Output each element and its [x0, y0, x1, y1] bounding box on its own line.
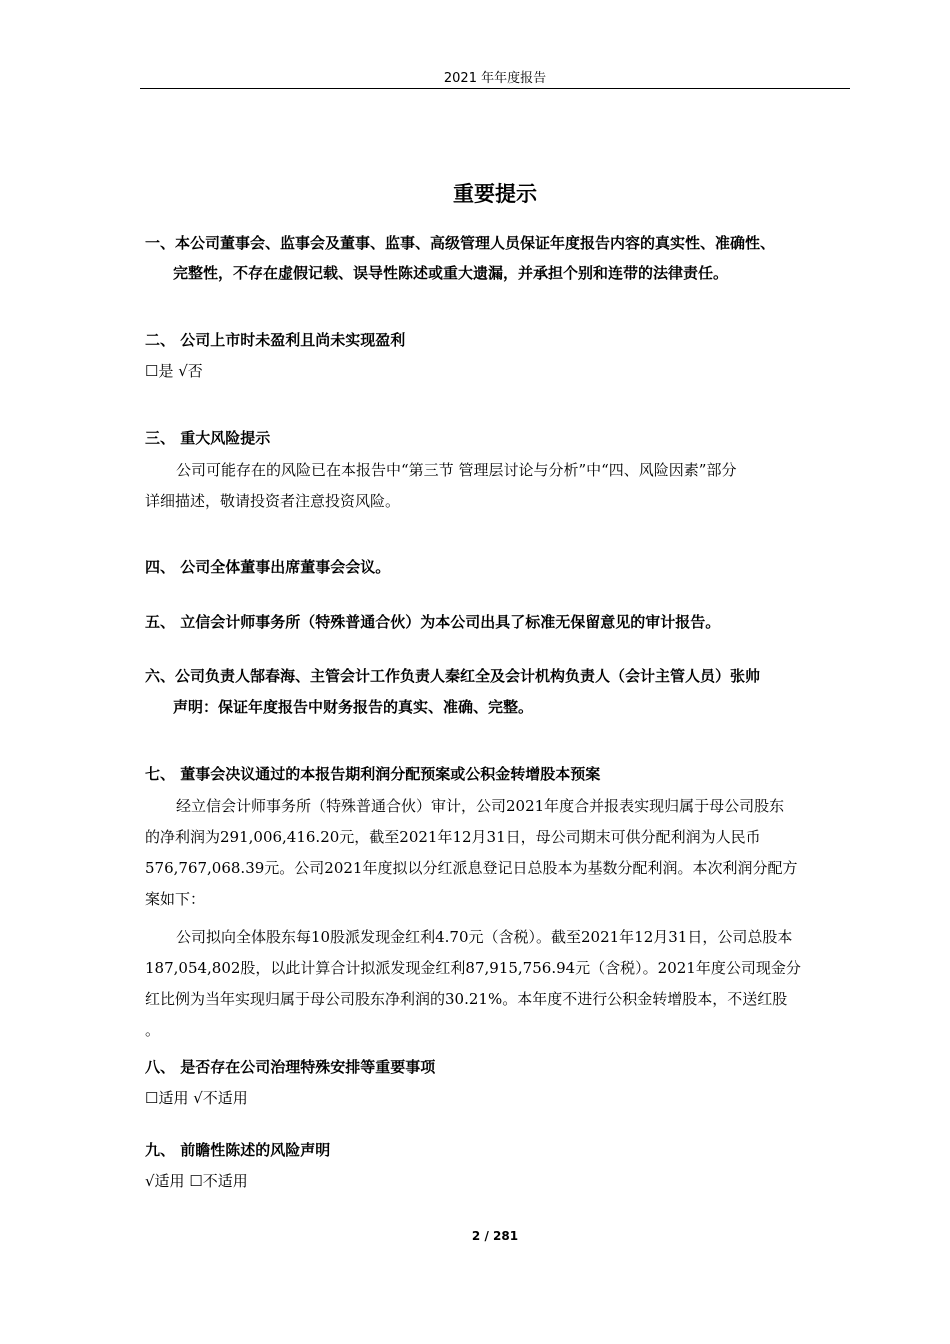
page-header-title: 2021 年年度报告 [443, 71, 547, 86]
section-3-line-1: 公司可能存在的风险已在本报告中“第三节 管理层讨论与分析”中“四、风险因素”部分 [176, 461, 737, 479]
section-4-heading: 四、 公司全体董事出席董事会会议。 [145, 558, 391, 576]
section-8-choice: ☐适用 √不适用 [145, 1089, 248, 1107]
section-9-choice: √适用 ☐不适用 [145, 1172, 248, 1190]
header-divider [140, 88, 850, 89]
section-3-line-2: 详细描述，敬请投资者注意投资风险。 [145, 492, 401, 510]
section-7-paragraph-1-line: 576,767,068.39元。公司2021年度拟以分红派息登记日总股本为基数分配利润。本次利润分配方 [145, 859, 798, 877]
page-title: 重要提示 [453, 182, 537, 206]
section-7-heading: 七、 董事会决议通过的本报告期利润分配预案或公积金转增股本预案 [145, 765, 601, 783]
section-2-heading: 二、 公司上市时未盈利且尚未实现盈利 [145, 331, 406, 349]
section-1-line-1: 一、本公司董事会、监事会及董事、监事、高级管理人员保证年度报告内容的真实性、准确性、 [145, 234, 776, 252]
section-7-paragraph-2-line: 。 [145, 1021, 161, 1039]
page-number: 2 / 281 [471, 1229, 519, 1243]
section-5-heading: 五、 立信会计师事务所（特殊普通合伙）为本公司出具了标准无保留意见的审计报告。 [145, 613, 721, 631]
section-6-line-1: 六、公司负责人郜春海、主管会计工作负责人秦红全及会计机构负责人（会计主管人员）张帅 [145, 667, 761, 685]
section-2-choice: ☐是 √否 [145, 362, 203, 380]
section-7-paragraph-2-line: 红比例为当年实现归属于母公司股东净利润的30.21%。本年度不进行公积金转增股本，不送红股 [145, 990, 788, 1008]
section-7-paragraph-2-line: 187,054,802股，以此计算合计拟派发现金红利87,915,756.94元（含税）。2021年度公司现金分 [145, 959, 801, 977]
section-1-line-2: 完整性，不存在虚假记载、误导性陈述或重大遗漏，并承担个别和连带的法律责任。 [173, 264, 729, 282]
section-6-line-2: 声明：保证年度报告中财务报告的真实、准确、完整。 [173, 698, 534, 716]
section-7-paragraph-1-line: 的净利润为291,006,416.20元，截至2021年12月31日，母公司期末可供分配利润为人民币 [145, 828, 761, 846]
section-3-heading: 三、 重大风险提示 [145, 429, 271, 447]
section-9-heading: 九、 前瞻性陈述的风险声明 [145, 1141, 331, 1159]
section-7-paragraph-1-line: 经立信会计师事务所（特殊普通合伙）审计，公司2021年度合并报表实现归属于母公司股东 [176, 797, 785, 815]
section-8-heading: 八、 是否存在公司治理特殊安排等重要事项 [145, 1058, 436, 1076]
section-7-paragraph-1-line: 案如下： [145, 890, 206, 908]
section-7-paragraph-2-line: 公司拟向全体股东每10股派发现金红利4.70元（含税）。截至2021年12月31日，公司总股本 [176, 928, 793, 946]
